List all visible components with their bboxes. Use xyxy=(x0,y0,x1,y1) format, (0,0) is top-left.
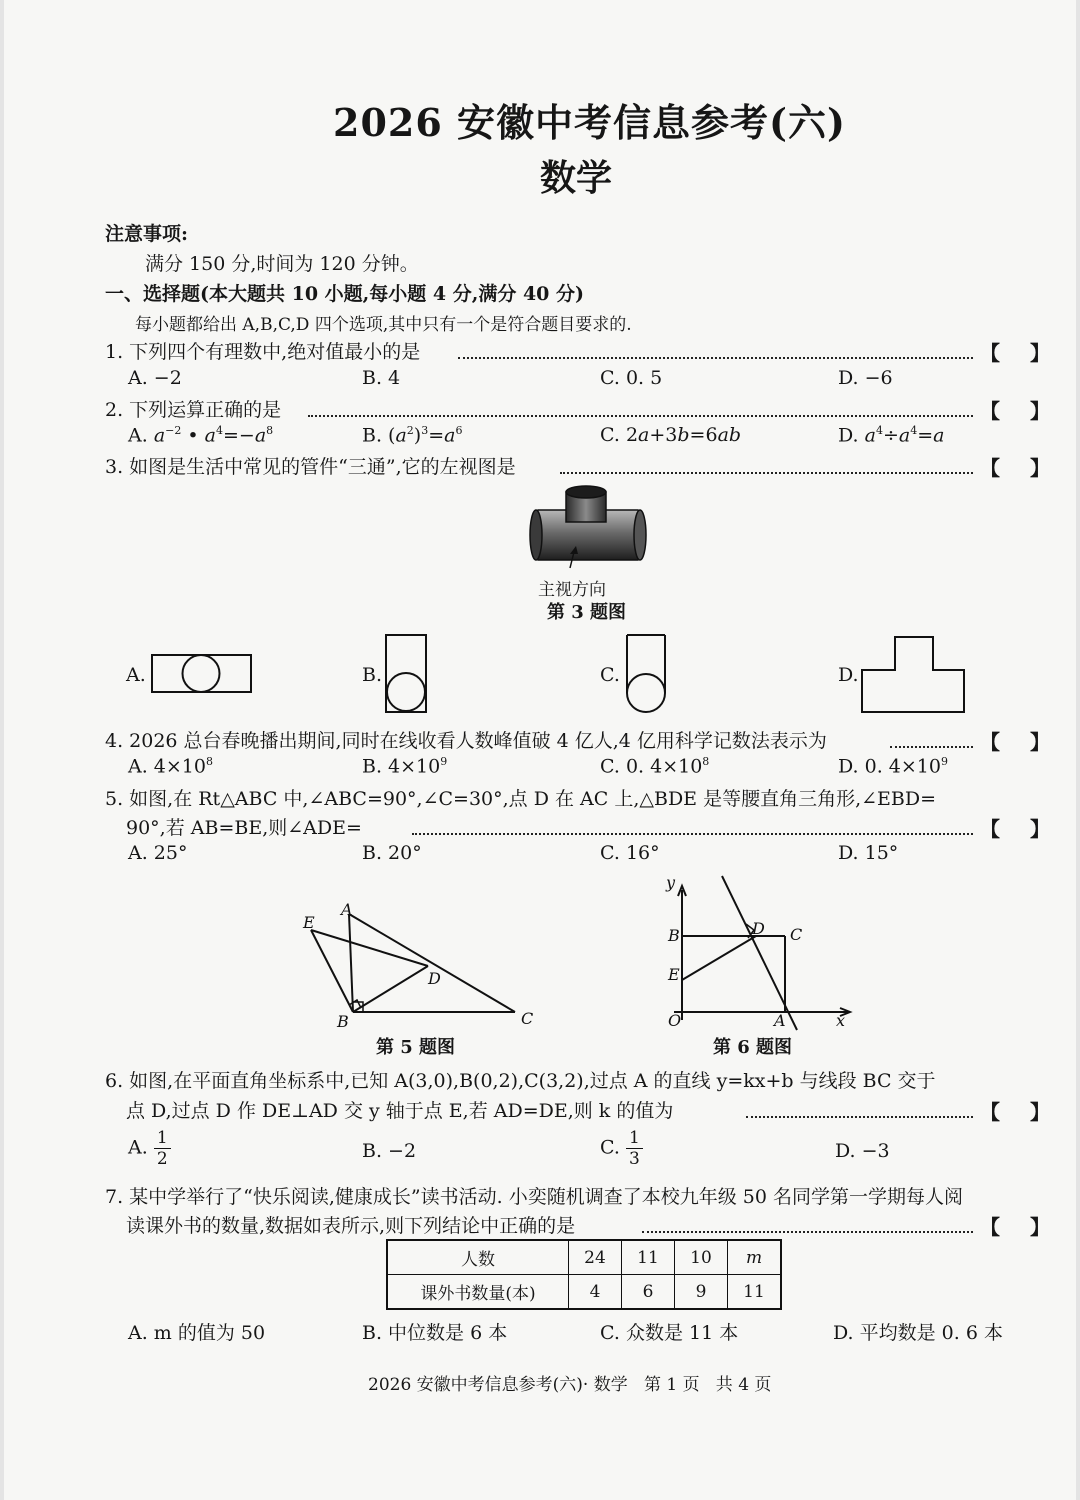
q4-option-b: B. $4\times 10^9$ xyxy=(362,755,448,778)
q3-caption: 第 3 题图 xyxy=(547,602,627,623)
q3-option-c-view xyxy=(624,633,670,715)
q7-stem-line2: 读课外书的数量,数据如表所示,则下列结论中正确的是 xyxy=(126,1215,576,1237)
scan-edge-left xyxy=(0,0,4,1500)
q5-segment-bd xyxy=(353,966,428,1012)
q7-data-table xyxy=(386,1239,782,1310)
q2-bracket-open: 【 xyxy=(980,399,1000,423)
q5-label-a: A xyxy=(341,900,353,919)
q1-stem: 1. 下列四个有理数中,绝对值最小的是 xyxy=(105,341,421,363)
table-cell: m xyxy=(728,1240,782,1275)
q6-stem-line1: 6. 如图,在平面直角坐标系中,已知 A(3,0),B(0,2),C(3,2),过点 A 的直线 y=kx+b 与线段 BC 交于 xyxy=(105,1070,936,1092)
q5-caption: 第 5 题图 xyxy=(376,1037,456,1058)
q5-option-a: A. 25° xyxy=(128,842,188,864)
q2-option-b: B. $(a^2)^3=a^6$ xyxy=(362,424,463,447)
q4-option-a: A. $4\times 10^8$ xyxy=(128,755,213,778)
q1-option-a: A. −2 xyxy=(128,367,182,389)
section-heading: 一、选择题(本大题共 10 小题,每小题 4 分,满分 40 分) xyxy=(105,283,584,305)
q6-label-e: E xyxy=(668,965,680,984)
q6-label-c: C xyxy=(790,925,803,944)
q6-label-o: O xyxy=(668,1011,682,1030)
q5-stem-line2: 90°,若 AB=BE,则∠ADE= xyxy=(126,817,362,839)
q2-option-a: A. $a^{-2}$ • $a^4=-a^8$ xyxy=(128,424,274,447)
q6-figure xyxy=(660,870,855,1035)
q3-option-d-letter: D. xyxy=(838,664,859,686)
q7-option-b: B. 中位数是 6 本 xyxy=(362,1322,508,1344)
table-cell: 4 xyxy=(569,1275,622,1310)
q5-label-c: C xyxy=(521,1009,534,1028)
q3-option-a-view xyxy=(150,653,254,695)
q2-leader xyxy=(308,415,973,417)
notice-body: 满分 150 分,时间为 120 分钟。 xyxy=(145,253,419,275)
q5-option-d: D. 15° xyxy=(838,842,899,864)
q5-option-b: B. 20° xyxy=(362,842,422,864)
table-cell: 11 xyxy=(728,1275,782,1310)
q6-bracket-close: 】 xyxy=(1030,1100,1050,1124)
q4-option-d: D. 0. $4\times 10^9$ xyxy=(838,755,948,778)
q5-bracket-open: 【 xyxy=(980,817,1000,841)
table-cell: 6 xyxy=(622,1275,675,1310)
table-cell: 10 xyxy=(675,1240,728,1275)
q6-label-b: B xyxy=(668,926,680,945)
q3-direction-label: 主视方向 xyxy=(538,580,606,600)
q3-stem: 3. 如图是生活中常见的管件“三通”,它的左视图是 xyxy=(105,456,516,478)
q5-segment-eb xyxy=(311,930,353,1012)
q5-label-d: D xyxy=(428,969,441,988)
q6-segment-ed xyxy=(682,936,756,980)
q1-leader xyxy=(458,357,973,359)
q5-segment-ed xyxy=(311,930,428,966)
exam-title: 2026 安徽中考信息参考(六) xyxy=(333,100,846,145)
q7-stem-line1: 7. 某中学举行了“快乐阅读,健康成长”读书活动. 小奕随机调查了本校九年级 50 名同学第一学期每人阅 xyxy=(105,1186,963,1208)
scan-edge-right xyxy=(1076,0,1080,1500)
q7-option-c: C. 众数是 11 本 xyxy=(600,1322,739,1344)
table-cell: 11 xyxy=(622,1240,675,1275)
q5-label-e: E xyxy=(303,913,315,932)
q6-stem-line2: 点 D,过点 D 作 DE⊥AD 交 y 轴于点 E,若 AD=DE,则 k 的值为 xyxy=(126,1100,674,1122)
q3-option-d-view xyxy=(860,634,968,716)
section-instruction: 每小题都给出 A,B,C,D 四个选项,其中只有一个是符合题目要求的. xyxy=(135,315,632,335)
q3-option-a-letter: A. xyxy=(126,664,146,686)
q5-bracket-close: 】 xyxy=(1030,817,1050,841)
q4-bracket-open: 【 xyxy=(980,730,1000,754)
table-row xyxy=(387,1275,781,1310)
q2-bracket-close: 】 xyxy=(1030,399,1050,423)
q4-option-c: C. 0. $4\times 10^8$ xyxy=(600,755,710,778)
pipe-tee-figure xyxy=(520,482,660,582)
q4-bracket-close: 】 xyxy=(1030,730,1050,754)
q6-option-c: C. $\frac{1}{3}$ xyxy=(600,1128,643,1169)
q4-leader xyxy=(890,746,973,748)
q5-label-b: B xyxy=(337,1012,349,1031)
q5-segment-ac xyxy=(349,914,515,1012)
q6-leader xyxy=(746,1116,973,1118)
q7-option-d: D. 平均数是 0. 6 本 xyxy=(833,1322,1003,1344)
q3-bracket-open: 【 xyxy=(980,456,1000,480)
page-footer: 2026 安徽中考信息参考(六)· 数学 第 1 页 共 4 页 xyxy=(368,1375,772,1395)
q1-bracket-open: 【 xyxy=(980,341,1000,365)
q6-caption: 第 6 题图 xyxy=(713,1037,793,1058)
q1-option-b: B. 4 xyxy=(362,367,401,389)
subject-title: 数学 xyxy=(540,157,613,199)
q6-option-a: A. $\frac{1}{2}$ xyxy=(128,1128,171,1169)
q6-label-y: y xyxy=(666,873,676,892)
q6-option-b: B. −2 xyxy=(362,1140,417,1162)
q7-option-a: A. m 的值为 50 xyxy=(128,1322,266,1344)
q3-leader xyxy=(560,472,973,474)
q1-option-c: C. 0. 5 xyxy=(600,367,663,389)
q6-option-d: D. −3 xyxy=(835,1140,890,1162)
q6-label-d: D xyxy=(752,919,765,938)
q5-segment-ab xyxy=(349,914,353,1012)
q7-bracket-close: 】 xyxy=(1030,1215,1050,1239)
table-cell: 9 xyxy=(675,1275,728,1310)
q3-option-b-view xyxy=(384,633,430,715)
q2-stem: 2. 下列运算正确的是 xyxy=(105,399,282,421)
q1-bracket-close: 】 xyxy=(1030,341,1050,365)
table-cell: 24 xyxy=(569,1240,622,1275)
table-row xyxy=(387,1240,781,1275)
q7-bracket-open: 【 xyxy=(980,1215,1000,1239)
q2-option-d: D. $a^4\div a^4=a$ xyxy=(838,424,945,447)
q1-option-d: D. −6 xyxy=(838,367,893,389)
q2-option-c: C. 2a+3b=6ab xyxy=(600,424,742,446)
table-header-cell: 课外书数量(本) xyxy=(387,1275,569,1310)
q5-stem-line1: 5. 如图,在 Rt△ABC 中,∠ABC=90°,∠C=30°,点 D 在 AC 上,△BDE 是等腰直角三角形,∠EBD= xyxy=(105,788,937,810)
q6-bracket-open: 【 xyxy=(980,1100,1000,1124)
table-header-cell: 人数 xyxy=(387,1240,569,1275)
q4-stem: 4. 2026 总台春晚播出期间,同时在线收看人数峰值破 4 亿人,4 亿用科学记数法表示为 xyxy=(105,730,827,752)
q5-option-c: C. 16° xyxy=(600,842,660,864)
q6-label-x: x xyxy=(836,1011,846,1030)
q3-option-b-letter: B. xyxy=(362,664,383,686)
q3-option-c-letter: C. xyxy=(600,664,620,686)
q7-leader xyxy=(642,1231,973,1233)
q5-figure xyxy=(295,898,545,1033)
q5-leader xyxy=(412,833,973,835)
q6-label-a: A xyxy=(774,1011,786,1030)
q3-bracket-close: 】 xyxy=(1030,456,1050,480)
notice-heading: 注意事项: xyxy=(105,223,189,245)
